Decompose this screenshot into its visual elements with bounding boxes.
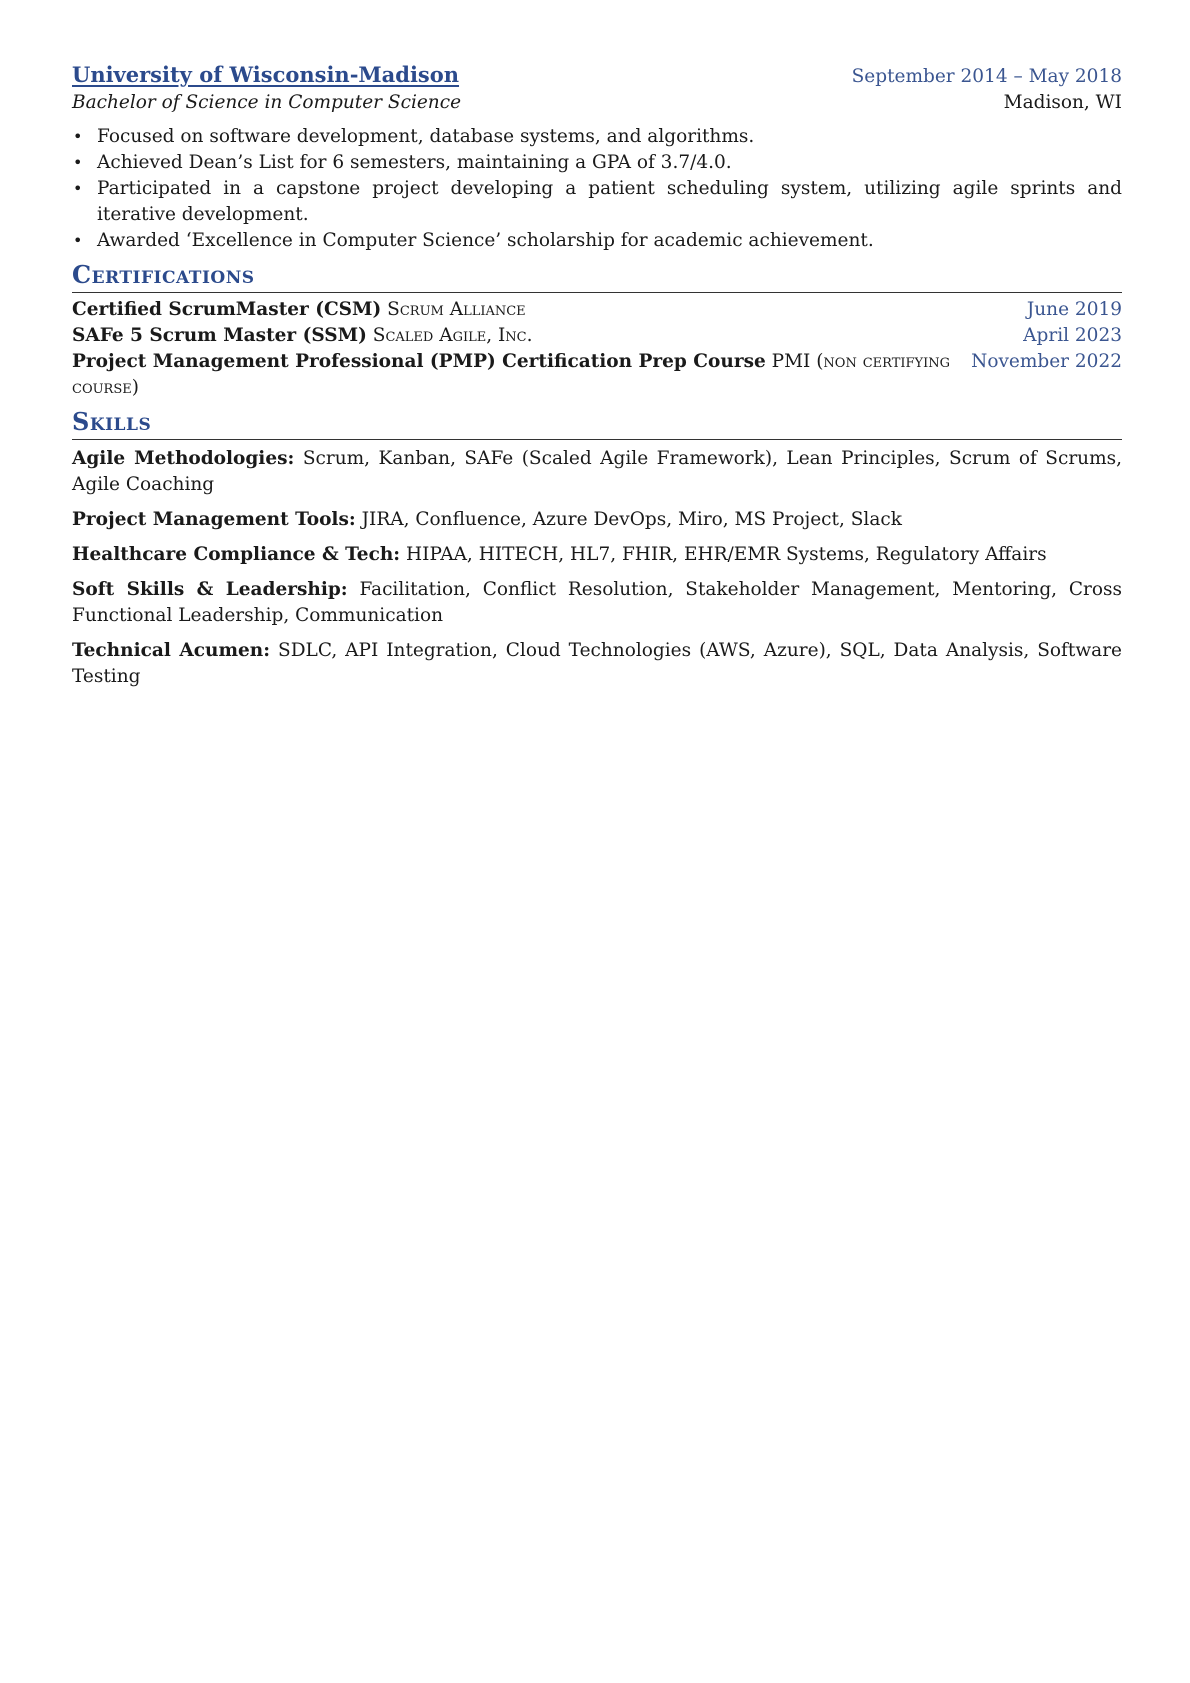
list-item: • Awarded ‘Excellence in Computer Science’ scholarship for academic achievement. xyxy=(97,228,1122,254)
education-subheader xyxy=(72,90,1122,116)
cert-issuer: PMI (non certifying course) xyxy=(72,351,951,398)
skill-value: HIPAA, HITECH, HL7, FHIR, EHR/EMR Systems, Regulatory Affairs xyxy=(406,544,1047,565)
skill-row xyxy=(72,542,1122,568)
education-header xyxy=(72,62,1122,90)
cert-name: SAFe 5 Scrum Master (SSM) xyxy=(72,325,367,346)
skill-value: SDLC, API Integration, Cloud Technologies (AWS, Azure), SQL, Data Analysis, Software Testing xyxy=(72,640,1122,687)
certifications-list xyxy=(72,297,1122,401)
resume-page xyxy=(72,62,1122,690)
skill-value: Facilitation, Conflict Resolution, Stakeholder Management, Mentoring, Cross Functional Leadership, Communication xyxy=(72,579,1122,626)
skill-row xyxy=(72,638,1122,690)
skills-heading: Skills xyxy=(72,407,1122,440)
cert-name: Project Management Professional (PMP) Certification Prep Course xyxy=(72,351,766,372)
school-link[interactable]: University of Wisconsin-Madison xyxy=(72,62,460,87)
skill-value: Scrum, Kanban, SAFe (Scaled Agile Framework), Lean Principles, Scrum of Scrums, Agile Coaching xyxy=(72,448,1122,495)
skill-label: Soft Skills & Leadership: xyxy=(72,579,348,600)
cert-row xyxy=(72,297,1122,323)
degree: Bachelor of Science in Computer Science xyxy=(72,92,462,113)
certifications-heading: Certifications xyxy=(72,260,1122,293)
skill-value: JIRA, Confluence, Azure DevOps, Miro, MS Project, Slack xyxy=(361,509,902,530)
skill-label: Project Management Tools: xyxy=(72,509,356,530)
skill-row xyxy=(72,577,1122,629)
skill-row xyxy=(72,507,1122,533)
skill-label: Healthcare Compliance & Tech: xyxy=(72,544,401,565)
cert-row xyxy=(72,349,1122,401)
cert-date: November 2022 xyxy=(971,351,1122,372)
education-dates: September 2014 – May 2018 xyxy=(851,66,1122,87)
skill-label: Technical Acumen: xyxy=(72,640,271,661)
cert-name: Certified ScrumMaster (CSM) xyxy=(72,299,382,320)
list-item: • Participated in a capstone project developing a patient scheduling system, utilizing agile sprints and iterative development. xyxy=(97,176,1122,228)
cert-date: April 2023 xyxy=(1023,325,1122,346)
list-item: • Achieved Dean’s List for 6 semesters, maintaining a GPA of 3.7/4.0. xyxy=(97,150,1122,176)
skill-label: Agile Methodologies: xyxy=(72,448,295,469)
education-bullets xyxy=(72,124,1122,254)
list-item: • Focused on software development, database systems, and algorithms. xyxy=(97,124,1122,150)
cert-date: June 2019 xyxy=(1026,299,1122,320)
education-location: Madison, WI xyxy=(1003,92,1122,113)
cert-row xyxy=(72,323,1122,349)
cert-issuer: Scaled Agile, Inc. xyxy=(372,325,533,346)
skill-row xyxy=(72,446,1122,498)
cert-issuer: Scrum Alliance xyxy=(387,299,526,320)
skills-list xyxy=(72,446,1122,690)
